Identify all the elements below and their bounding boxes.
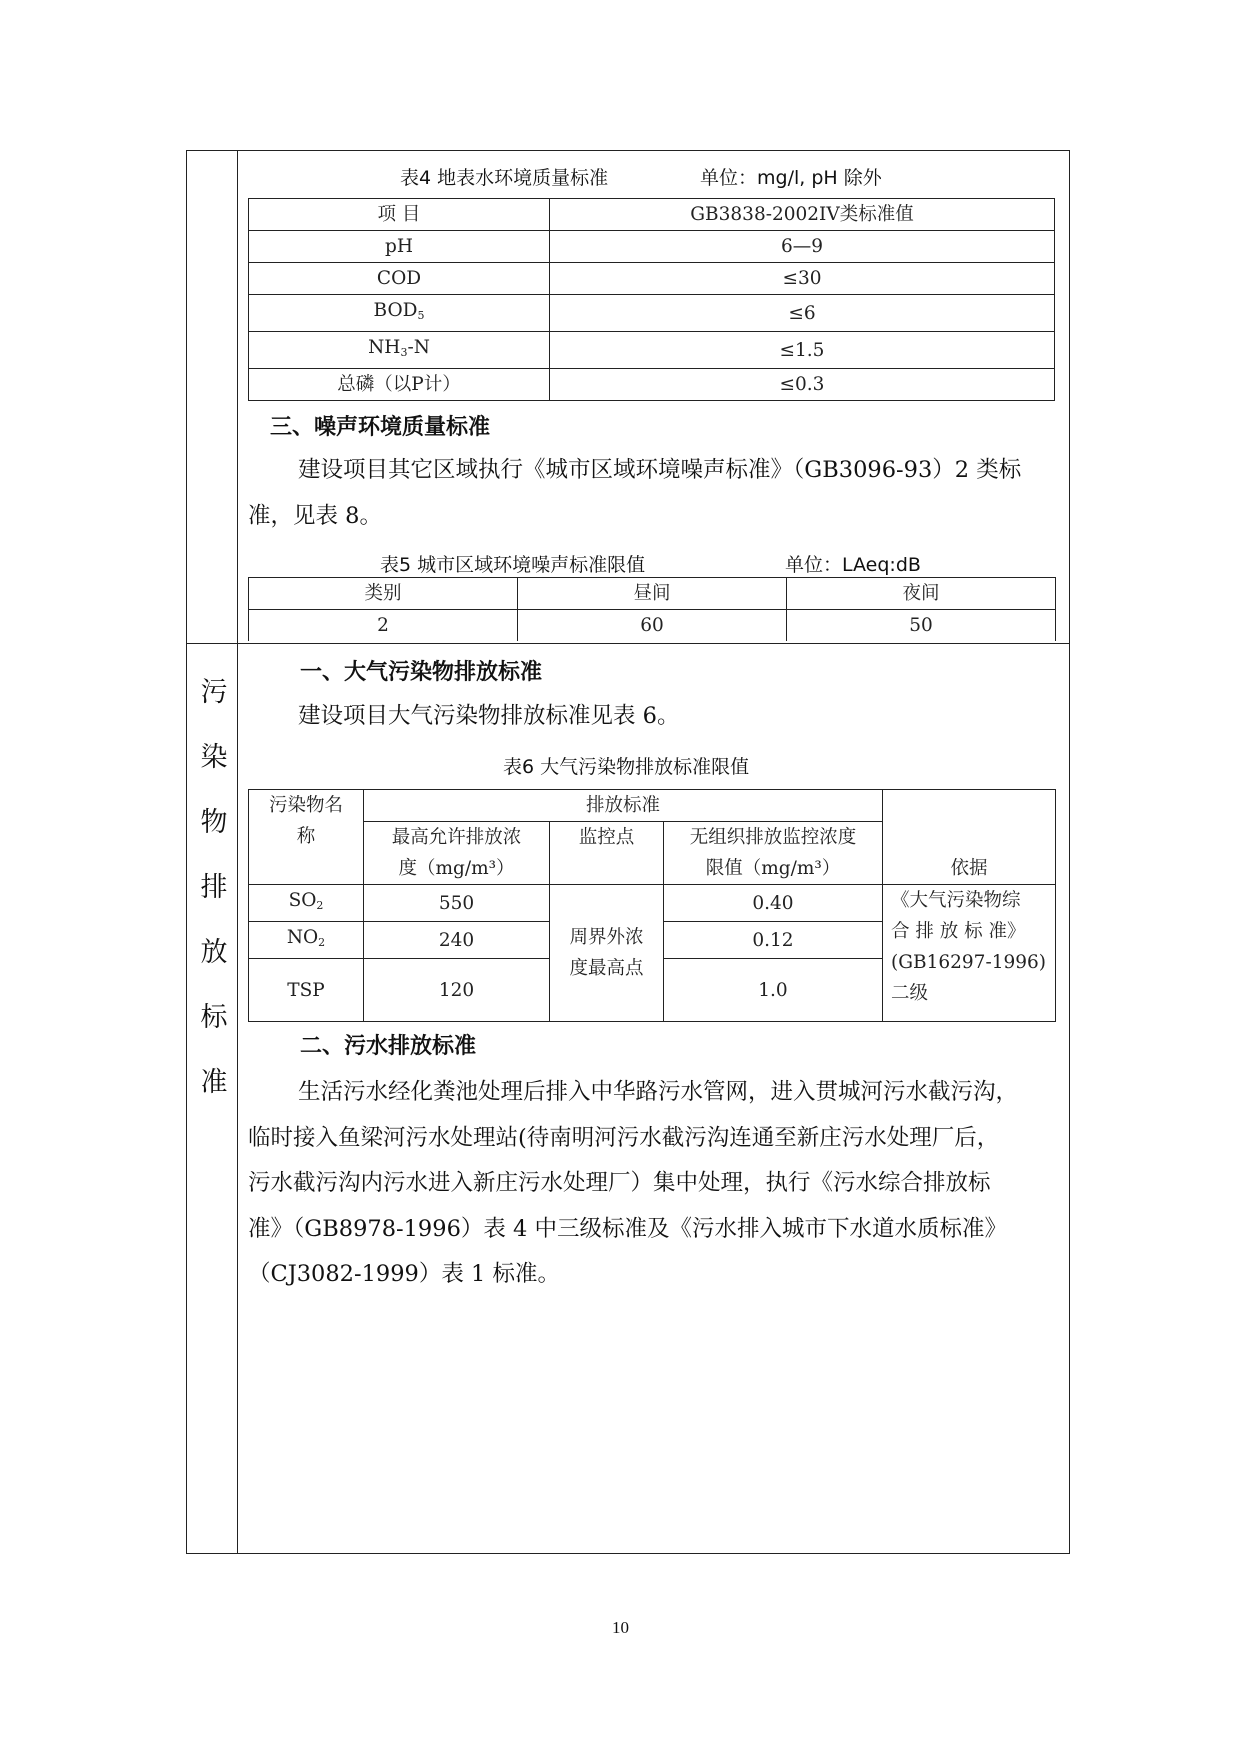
table6-header-pollutant: 污染物名 称 <box>249 790 364 885</box>
table-row <box>249 790 1056 822</box>
water-heading: 二、污水排放标准 <box>300 1034 477 1059</box>
table6-header-emission-standard: 排放标准 <box>364 790 883 822</box>
table6-cell-max: 550 <box>364 885 550 922</box>
table6-cell-limit: 0.12 <box>664 922 883 959</box>
paragraph-line: 建设项目其它区域执行《城市区域环境噪声标准》（GB3096-93）2 类标 <box>298 457 1022 483</box>
table4-cell-item: $BOD_5$ <box>249 295 550 332</box>
table6-cell-limit: 1.0 <box>664 959 883 1022</box>
side-label-char: 染 <box>200 742 228 773</box>
table-row <box>249 231 1055 263</box>
table-row <box>249 263 1055 295</box>
table6-cell-basis: 《大气污染物综 合 排 放 标 准》 (GB16297-1996) 二级 <box>883 885 1056 1022</box>
table4-cell-value: 6—9 <box>550 231 1055 263</box>
table4-cell-value: ≤0.3 <box>550 369 1055 401</box>
table4-cell-value: ≤30 <box>550 263 1055 295</box>
side-label-char: 标 <box>200 1002 228 1033</box>
table4-caption-title: 表4 地表水环境质量标准 <box>400 167 609 189</box>
paragraph-line: 污水截污沟内污水进入新庄污水处理厂）集中处理，执行《污水综合排放标 <box>248 1170 991 1196</box>
table6-cell-limit: 0.40 <box>664 885 883 922</box>
table6-header-max-concentration: 最高允许排放浓 度（mg/m³） <box>364 822 550 885</box>
paragraph-line: 生活污水经化粪池处理后排入中华路污水管网，进入贯城河污水截污沟， <box>298 1079 1019 1105</box>
table4 <box>248 198 1055 401</box>
water-paragraph <box>248 1070 1018 1298</box>
section-divider <box>186 643 1070 644</box>
side-label-char: 放 <box>200 937 228 968</box>
table4-caption-unit: 单位：mg/l, pH 除外 <box>700 167 882 189</box>
table5-cell: 2 <box>249 610 518 642</box>
table6-caption: 表6 大气污染物排放标准限值 <box>503 756 750 778</box>
side-label-pollutant-discharge-standard <box>188 660 240 1115</box>
paragraph-line: （CJ3082-1999）表 1 标准。 <box>248 1261 560 1287</box>
section3-paragraph <box>248 448 1021 539</box>
table6-cell-pollutant: $NO_2$ <box>249 922 364 959</box>
table5-caption-title: 表5 城市区域环境噪声标准限值 <box>380 554 646 576</box>
table4-cell-item: pH <box>249 231 550 263</box>
paragraph-line: 准》（GB8978-1996）表 4 中三级标准及《污水排入城市下水道水质标准》 <box>248 1215 1008 1242</box>
table4-cell-item: $NH_3-N$ <box>249 332 550 369</box>
page-number: 10 <box>612 1618 629 1637</box>
table6-cell-pollutant: TSP <box>249 959 364 1022</box>
paragraph-line: 准，见表 8。 <box>248 502 382 529</box>
table-row <box>249 578 1056 610</box>
table-row <box>249 332 1055 369</box>
paragraph-line: 临时接入鱼梁河污水处理站(待南明河污水截污沟连通至新庄污水处理厂后， <box>248 1124 1000 1151</box>
paragraph-line: 建设项目大气污染物排放标准见表 6。 <box>298 703 680 729</box>
table5-header-day: 昼间 <box>518 578 787 610</box>
table-row <box>249 295 1055 332</box>
side-label-char: 物 <box>200 807 228 838</box>
table4-cell-value: ≤6 <box>550 295 1055 332</box>
table4-header-item: 项 目 <box>249 199 550 231</box>
section3-heading: 三、噪声环境质量标准 <box>270 415 491 440</box>
table4-cell-item: 总磷（以P计） <box>249 369 550 401</box>
air-heading: 一、大气污染物排放标准 <box>300 660 543 685</box>
table-row <box>249 369 1055 401</box>
side-label-char: 准 <box>200 1067 228 1098</box>
table6-cell-max: 240 <box>364 922 550 959</box>
table6-header-fugitive-limit: 无组织排放监控浓度 限值（mg/m³） <box>664 822 883 885</box>
table5-cell: 60 <box>518 610 787 642</box>
table4-header-value: GB3838-2002IV类标准值 <box>550 199 1055 231</box>
side-label-char: 污 <box>200 677 228 708</box>
table6 <box>248 789 1056 1022</box>
table6-header-basis: 依据 <box>883 790 1056 885</box>
table6-header-monitoring-point: 监控点 <box>550 822 664 885</box>
table6-cell-monitoring-point: 周界外浓 度最高点 <box>550 885 664 1022</box>
table-row <box>249 199 1055 231</box>
table-row <box>249 610 1056 642</box>
table6-cell-max: 120 <box>364 959 550 1022</box>
table5-header-category: 类别 <box>249 578 518 610</box>
table6-cell-pollutant: $SO_2$ <box>249 885 364 922</box>
table5-header-night: 夜间 <box>787 578 1056 610</box>
table5-caption-unit: 单位：LAeq:dB <box>785 554 921 576</box>
table-row <box>249 885 1056 922</box>
table5-cell: 50 <box>787 610 1056 642</box>
air-paragraph <box>298 694 679 740</box>
side-label-char: 排 <box>200 872 228 903</box>
table5 <box>248 577 1056 641</box>
table4-cell-value: ≤1.5 <box>550 332 1055 369</box>
table4-cell-item: COD <box>249 263 550 295</box>
